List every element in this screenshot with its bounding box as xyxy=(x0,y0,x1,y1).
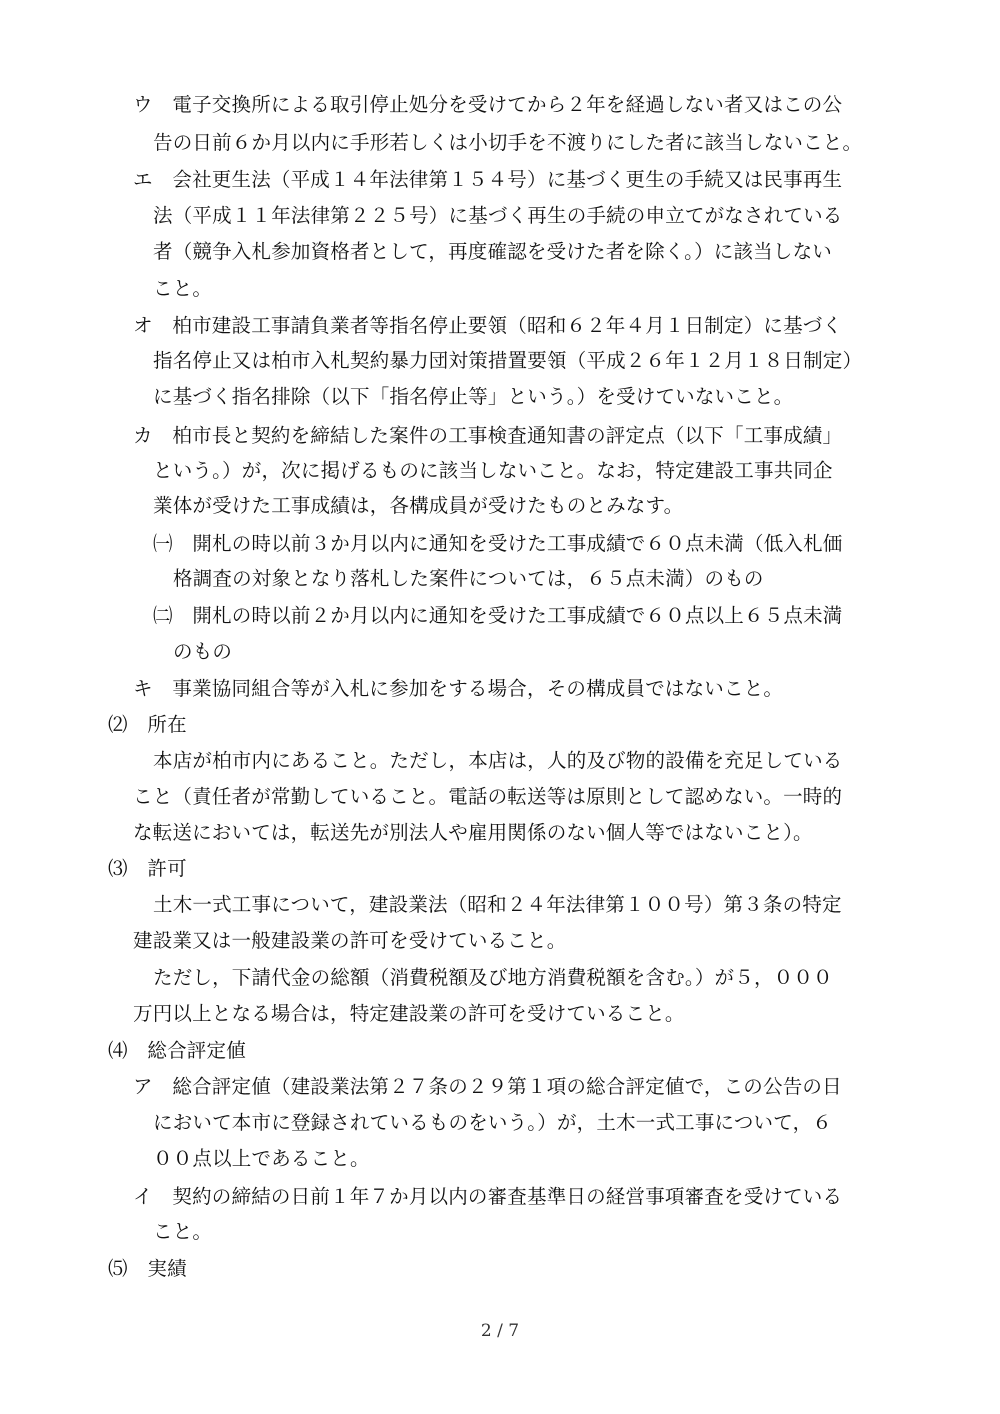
text-line: ただし，下請代金の総額（消費税額及び地方消費税額を含む。）が５，０００ xyxy=(153,966,833,989)
page-number: 2 / 7 xyxy=(480,1321,520,1341)
text-line: こと（責任者が常勤していること。電話の転送等は原則として認めない。一時的 xyxy=(133,785,843,808)
text-line: ００点以上であること。 xyxy=(153,1147,370,1170)
text-line: に基づく指名排除（以下「指名停止等」という。）を受けていないこと。 xyxy=(153,385,794,408)
text-line: 告の日前６か月以内に手形若しくは小切手を不渡りにした者に該当しないこと。 xyxy=(153,131,863,154)
text-line: のもの xyxy=(173,640,233,663)
section-heading: ⑶ 許可 xyxy=(108,857,187,880)
section-heading: ⑸ 実績 xyxy=(108,1257,187,1280)
text-line: 建設業又は一般建設業の許可を受けていること。 xyxy=(133,929,567,952)
text-line: キ 事業協同組合等が入札に参加をする場合，その構成員ではないこと。 xyxy=(133,677,784,700)
text-line: エ 会社更生法（平成１４年法律第１５４号）に基づく更生の手続又は民事再生 xyxy=(133,168,843,191)
text-line: ㈠ 開札の時以前３か月以内に通知を受けた工事成績で６０点未満（低入札価 xyxy=(153,532,843,555)
text-line: カ 柏市長と契約を締結した案件の工事検査通知書の評定点（以下「工事成績」 xyxy=(133,424,843,447)
text-line: オ 柏市建設工事請負業者等指名停止要領（昭和６２年４月１日制定）に基づく xyxy=(133,314,843,337)
text-line: こと。 xyxy=(153,277,213,300)
text-line: ㈡ 開札の時以前２か月以内に通知を受けた工事成績で６０点以上６５点未満 xyxy=(153,604,843,627)
section-heading: ⑵ 所在 xyxy=(108,713,187,736)
text-line: イ 契約の締結の日前１年７か月以内の審査基準日の経営事項審査を受けている xyxy=(133,1185,843,1208)
text-line: 者（競争入札参加資格者として，再度確認を受けた者を除く。）に該当しない xyxy=(153,240,832,263)
text-line: 土木一式工事について，建設業法（昭和２４年法律第１００号）第３条の特定 xyxy=(153,893,842,916)
text-line: 指名停止又は柏市入札契約暴力団対策措置要領（平成２６年１２月１８日制定） xyxy=(153,349,863,372)
text-line: という。）が，次に掲げるものに該当しないこと。なお，特定建設工事共同企 xyxy=(153,459,833,482)
text-line: ア 総合評定値（建設業法第２７条の２９第１項の総合評定値で，この公告の日 xyxy=(133,1075,842,1098)
text-line: 格調査の対象となり落札した案件については，６５点未満）のもの xyxy=(173,567,764,590)
text-line: 万円以上となる場合は，特定建設業の許可を受けていること。 xyxy=(133,1002,685,1025)
text-line: 業体が受けた工事成績は，各構成員が受けたものとみなす。 xyxy=(153,494,684,517)
text-line: こと。 xyxy=(153,1220,213,1243)
text-line: 本店が柏市内にあること。ただし，本店は，人的及び物的設備を充足している xyxy=(153,749,843,772)
text-line: 法（平成１１年法律第２２５号）に基づく再生の手続の申立てがなされている xyxy=(153,204,843,227)
text-line: ウ 電子交換所による取引停止処分を受けてから２年を経過しない者又はこの公 xyxy=(133,93,843,116)
text-line: において本市に登録されているものをいう。）が，土木一式工事について，６ xyxy=(153,1111,832,1134)
text-line: な転送においては，転送先が別法人や雇用関係のない個人等ではないこと）。 xyxy=(133,821,813,844)
section-heading: ⑷ 総合評定値 xyxy=(108,1039,246,1062)
